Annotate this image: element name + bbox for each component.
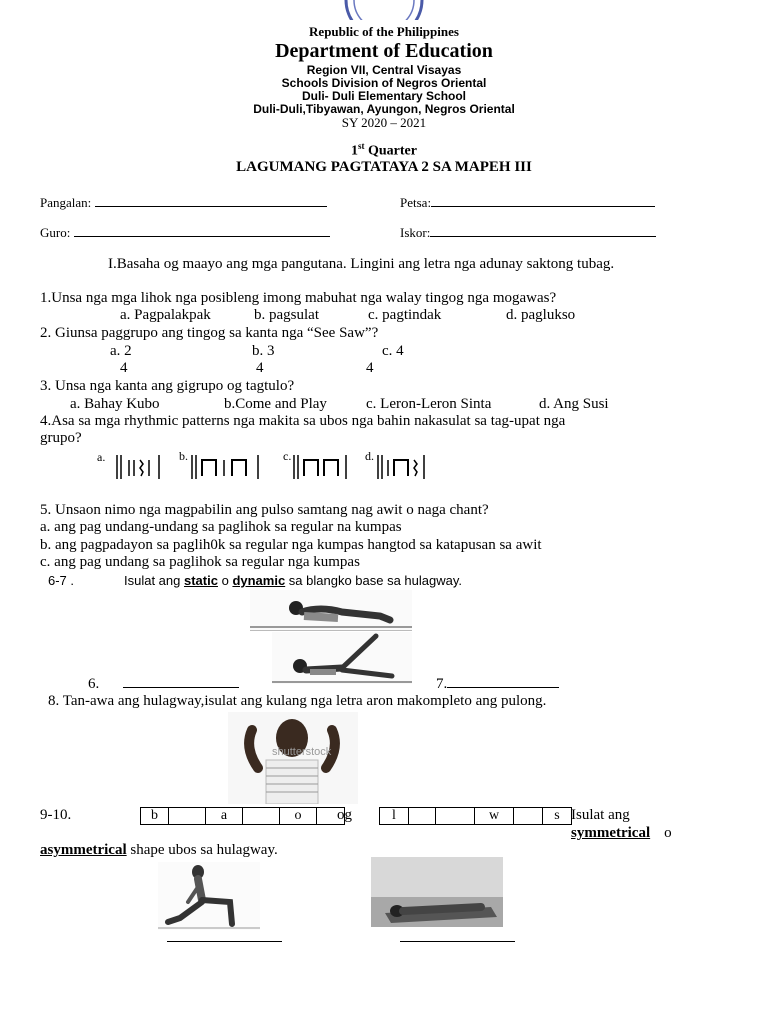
answer-7-blank[interactable] [447, 675, 559, 688]
q4-label-c: c. [283, 449, 292, 463]
exam-title: LAGUMANG PAGTATAYA 2 SA MAPEH III [236, 159, 532, 175]
q4-text-line1: 4.Asa sa mga rhythmic patterns nga makita sa ubos nga bahin nakasulat sa tag-upat nga [40, 413, 566, 429]
name-label: Pangalan: [40, 195, 95, 210]
q3-choice-a[interactable]: a. Bahay Kubo [70, 396, 160, 412]
teacher-label: Guro: [40, 225, 74, 240]
q2-c-denominator: 4 [366, 360, 374, 376]
quarter-word: Quarter [364, 143, 417, 159]
quarter-number: 1 [351, 143, 358, 159]
word-box-1[interactable] [141, 807, 345, 825]
q3-choice-d[interactable]: d. Ang Susi [539, 396, 609, 412]
letter-box[interactable] [435, 807, 475, 825]
lying-mat-image [371, 857, 503, 927]
school-year: SY 2020 – 2021 [341, 115, 427, 130]
letter-box[interactable]: b [140, 807, 169, 825]
q67-or-text: o [217, 573, 233, 588]
static-word: static [184, 573, 218, 588]
q5-choice-b[interactable]: b. ang pagpadayon sa paglih0k sa regular nga kumpas hangtod sa katapusan sa awit [40, 537, 542, 553]
q2-choice-c[interactable]: c. 4 [382, 343, 404, 359]
score-label: Iskor: [400, 225, 431, 240]
isulat-text: Isulat ang [571, 807, 630, 823]
score-blank[interactable] [430, 224, 656, 237]
q8-text: 8. Tan-awa ang hulagway,isulat ang kulang nga letra aron makompleto ang pulong. [48, 693, 547, 709]
flexing-figure-icon [228, 712, 358, 804]
teacher-blank[interactable] [74, 224, 330, 237]
og-text: og [337, 807, 352, 823]
q4-label-b: b. [179, 449, 188, 463]
answer-6-blank[interactable] [123, 675, 239, 688]
leg-raise-image [272, 632, 412, 684]
rhythm-pattern-a[interactable] [115, 452, 165, 482]
score-field[interactable] [400, 224, 656, 241]
answer-10-blank[interactable] [400, 931, 515, 942]
letter-box[interactable]: a [205, 807, 243, 825]
school-line: Duli- Duli Elementary School [301, 89, 467, 103]
address-line: Duli-Duli,Tibyawan, Ayungon, Negros Oriental [253, 102, 515, 116]
republic-line: Republic of the Philippines [309, 24, 459, 39]
q1-text: 1.Unsa nga mga lihok nga posibleng imong mabuhat nga walay tingog nga mogawas? [40, 290, 557, 306]
lying-exercise-image [250, 590, 412, 631]
asymmetrical-line [40, 842, 278, 859]
q67-number: 6-7 . [48, 573, 75, 588]
letter-box[interactable] [242, 807, 280, 825]
letter-box[interactable] [513, 807, 543, 825]
q2-a-denominator: 4 [120, 360, 128, 376]
symmetrical-line [571, 825, 672, 842]
instruction-text: I.Basaha og maayo ang mga pangutana. Lingini ang letra nga adunay saktong tubag. [108, 256, 615, 272]
q4-text-line2: grupo? [40, 430, 82, 446]
mat-figure-icon [371, 857, 503, 927]
q3-text: 3. Unsa nga kanta ang gigrupo og tagtulo? [40, 378, 295, 394]
letter-box[interactable]: w [474, 807, 514, 825]
letter-box[interactable] [408, 807, 436, 825]
lying-figure-icon [250, 590, 412, 630]
q5-text: 5. Unsaon nimo nga magpabilin ang pulso samtang nag awit o naga chant? [40, 502, 489, 518]
asymmetrical-word: asymmetrical [40, 842, 127, 858]
deped-seal [344, 0, 424, 20]
q67-post-text: sa blangko base sa hulagway. [285, 573, 463, 588]
name-blank[interactable] [95, 194, 327, 207]
rhythm-pattern-d[interactable] [376, 452, 432, 482]
q910-or-text: o [664, 825, 672, 841]
answer-7[interactable] [436, 675, 559, 693]
answer-7-label: 7. [436, 676, 448, 692]
lunge-stretch-image [158, 862, 260, 930]
letter-box[interactable]: l [379, 807, 409, 825]
q67-instruction [124, 573, 462, 588]
q5-choice-a[interactable]: a. ang pag undang-undang sa paglihok sa regular na kumpas [40, 519, 402, 535]
q1-choice-d[interactable]: d. paglukso [506, 307, 576, 323]
answer-6-label: 6. [88, 676, 100, 692]
q4-label-d: d. [365, 449, 374, 463]
date-blank[interactable] [431, 194, 655, 207]
letter-box[interactable]: o [279, 807, 317, 825]
q1-choice-c[interactable]: c. pagtindak [368, 307, 442, 323]
q2-text: 2. Giunsa paggrupo ang tingog sa kanta nga “See Saw”? [40, 325, 379, 341]
shape-text: shape ubos sa hulagway. [126, 842, 278, 858]
date-label: Petsa: [400, 195, 432, 210]
q4-label-a: a. [97, 450, 106, 464]
department-title: Department of Education [275, 40, 493, 62]
letter-box[interactable] [168, 807, 206, 825]
name-field[interactable] [40, 194, 327, 211]
division-line: Schools Division of Negros Oriental [281, 76, 487, 90]
dynamic-word: dynamic [232, 573, 286, 588]
date-field[interactable] [400, 194, 655, 211]
teacher-field[interactable] [40, 224, 330, 241]
leg-raise-figure-icon [272, 632, 412, 684]
region-line: Region VII, Central Visayas [306, 63, 462, 77]
q910-number: 9-10. [40, 807, 72, 823]
symmetrical-word: symmetrical [571, 825, 651, 841]
q1-choice-b[interactable]: b. pagsulat [254, 307, 319, 323]
word-box-2[interactable] [380, 807, 572, 825]
answer-6[interactable] [88, 675, 239, 693]
quarter-suffix: st [358, 141, 365, 151]
rhythm-pattern-b[interactable] [190, 452, 266, 482]
strong-boy-image [228, 712, 358, 804]
q3-choice-b[interactable]: b.Come and Play [224, 396, 327, 412]
q2-choice-b[interactable]: b. 3 [252, 343, 275, 359]
q2-b-denominator: 4 [256, 360, 264, 376]
q67-pre-text: Isulat ang [124, 573, 184, 588]
q1-choice-a[interactable]: a. Pagpalakpak [120, 307, 211, 323]
q5-choice-c[interactable]: c. ang pag undang sa paglihok sa regular nga kumpas [40, 554, 360, 570]
answer-9-blank[interactable] [167, 931, 282, 942]
image-watermark: shutterstock [272, 746, 332, 758]
rhythm-pattern-c[interactable] [292, 452, 354, 482]
lunge-figure-icon [158, 862, 260, 930]
q3-choice-c[interactable]: c. Leron-Leron Sinta [366, 396, 492, 412]
letter-box[interactable]: s [542, 807, 572, 825]
q2-choice-a[interactable]: a. 2 [110, 343, 132, 359]
quarter-label [0, 141, 768, 160]
